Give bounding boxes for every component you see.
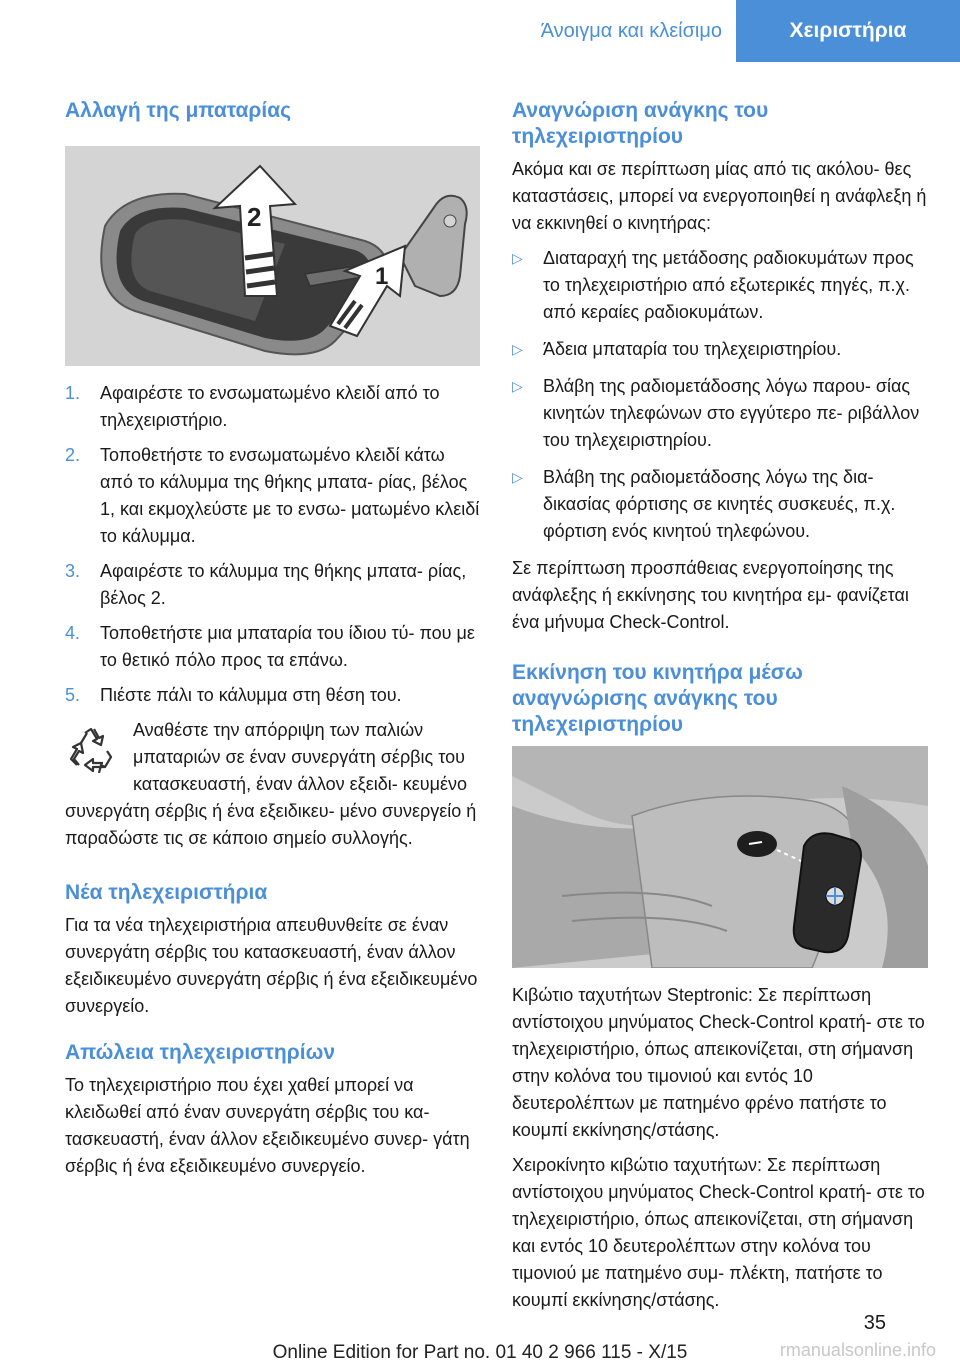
key-battery-figure	[65, 146, 480, 366]
watermark: rmanualsonline.info	[779, 1340, 936, 1360]
bullet-triangle-icon: ▷	[512, 341, 523, 357]
left-column	[65, 98, 480, 1188]
arrow-1-label: 1	[375, 263, 389, 290]
lost-remotes-text: Το τηλεχειριστήριο που έχει χαθεί μπορεί να κλειδωθεί από έναν συνεργάτη σέρβις του κα‐ τασκευαστή, έναν άλλον εξειδικευμένο συνερ‐ γάτη σέρβις ή ένα εξειδικευμένο συνεργείο.	[65, 1075, 470, 1176]
bullet-triangle-icon: ▷	[512, 469, 523, 485]
new-remotes-heading: Νέα τηλεχειριστήρια	[65, 881, 268, 904]
lost-remotes-heading: Απώλεια τηλεχειριστηρίων	[65, 1041, 335, 1064]
list-item: 4. Τοποθετήστε μια μπαταρία του ίδιου τύ‐ που με το θετικό πόλο προς τα επάνω.	[65, 623, 475, 670]
page-number: 35	[863, 1312, 886, 1334]
list-item: ▷ Βλάβη της ραδιομετάδοσης λόγω παρου‐ σίας κινητών τηλεφώνων στο εγγύτερο πε‐ ριβάλλον του τηλεχειριστηρίου.	[512, 373, 928, 454]
list-item: ▷ Βλάβη της ραδιομετάδοσης λόγω της δια‐ δικασίας φόρτισης σε κινητές συσκευές, π.χ. φόρτιση ενός κινητού τηλεφώνου.	[512, 464, 928, 545]
key-marker-icon	[737, 831, 777, 857]
engine-start-heading: Εκκίνηση του κινητήρα μέσω αναγνώρισης ανάγκης του τηλεχειριστηρίου	[512, 661, 803, 736]
manual-gearbox-text: Χειροκίνητο κιβώτιο ταχυτήτων: Σε περίπτωση αντίστοιχου μηνύματος Check-Control κρατή‐ στε το τηλεχειριστήριο, όπως απεικονίζεται, στη σήμανση και εντός 10 δευτερολέπτων στην κολόνα του τιμονιού με πατημένο συμ‐ πλέκτη, πατήστε το κουμπί εκκίνησης/στάσης.	[512, 1155, 925, 1310]
edition-note: Online Edition for Part no. 01 40 2 966 115 - X/15	[272, 1342, 688, 1363]
battery-steps	[65, 380, 480, 709]
page-header	[0, 0, 960, 62]
list-item: 2. Τοποθετήστε το ενσωματωμένο κλειδί κάτω από το κάλυμμα της θήκης μπατα‐ ρίας, βέλος 1, και εκμοχλεύστε με το ενσω‐ ματωμένο κλειδί το κάλυμμα.	[65, 445, 480, 546]
steering-column-illustration	[512, 746, 928, 968]
recycle-note	[65, 717, 480, 852]
recycle-text: Αναθέστε την απόρριψη των παλιών μπαταριών σε έναν συνεργάτη σέρβις του κατασκευαστή, έναν άλλον εξειδι‐ κευμένο συνεργάτη σέρβις ή ένα εξειδικευ‐ μένο συνεργείο ή παραδώστε τις σε κάποιο σημείο συλλογής.	[65, 720, 477, 848]
steering-column-figure	[512, 746, 928, 968]
bullet-triangle-icon: ▷	[512, 378, 523, 394]
emergency-bullets	[512, 245, 928, 545]
arrow-2-label: 2	[247, 202, 262, 232]
list-item: 5. Πιέστε πάλι το κάλυμμα στη θέση του.	[65, 685, 402, 705]
list-item: 3. Αφαιρέστε το κάλυμμα της θήκης μπατα‐ ρίας, βέλος 2.	[65, 561, 467, 608]
bullet-triangle-icon: ▷	[512, 250, 523, 266]
new-remotes-text: Για τα νέα τηλεχειριστήρια απευθυνθείτε σε έναν συνεργάτη σέρβις του κατασκευαστή, έναν άλλον εξειδικευμένο συνεργάτη σέρβις ή ένα εξειδικευμένο συνεργείο.	[65, 915, 478, 1016]
emergency-outro: Σε περίπτωση προσπάθειας ενεργοποίησης της ανάφλεξης ή εκκίνησης του κινητήρα εμ‐ φανίζεται ένα μήνυμα Check-Control.	[512, 558, 909, 632]
battery-heading: Αλλαγή της μπαταρίας	[65, 99, 292, 122]
chapter-tab[interactable]: Χειριστήρια	[736, 0, 960, 62]
list-item: ▷ Διαταραχή της μετάδοσης ραδιοκυμάτων προς το τηλεχειριστήριο από εξωτερικές πηγές, π.χ. από κεραίες ραδιοκυμάτων.	[512, 245, 928, 326]
list-item: ▷ Άδεια μπαταρία του τηλεχειριστηρίου.	[512, 336, 928, 363]
recycle-icon	[67, 725, 115, 773]
list-item: 1. Αφαιρέστε το ενσωματωμένο κλειδί από το τηλεχειριστήριο.	[65, 383, 440, 430]
remote-key-illustration	[65, 146, 480, 366]
right-column	[512, 98, 928, 1322]
emergency-intro: Ακόμα και σε περίπτωση μίας από τις ακόλου‐ θες καταστάσεις, μπορεί να ενεργοποιηθεί η ανάφλεξη ή να εκκινηθεί ο κινητήρας:	[512, 159, 927, 233]
emergency-heading: Αναγνώριση ανάγκης του τηλεχειριστηρίου	[512, 99, 769, 148]
steptronic-text: Κιβώτιο ταχυτήτων Steptronic: Σε περίπτωση αντίστοιχου μηνύματος Check-Control κρατή‐ στε το τηλεχειριστήριο, όπως απεικονίζεται, στη σήμανση στην κολόνα του τιμονιού και εντός 10 δευτερολέπτων με πατημένο φρένο πατήστε το κουμπί εκκίνησης/στάσης.	[512, 985, 925, 1140]
chapter-title: Άνοιγμα και κλείσιμο	[540, 19, 722, 42]
